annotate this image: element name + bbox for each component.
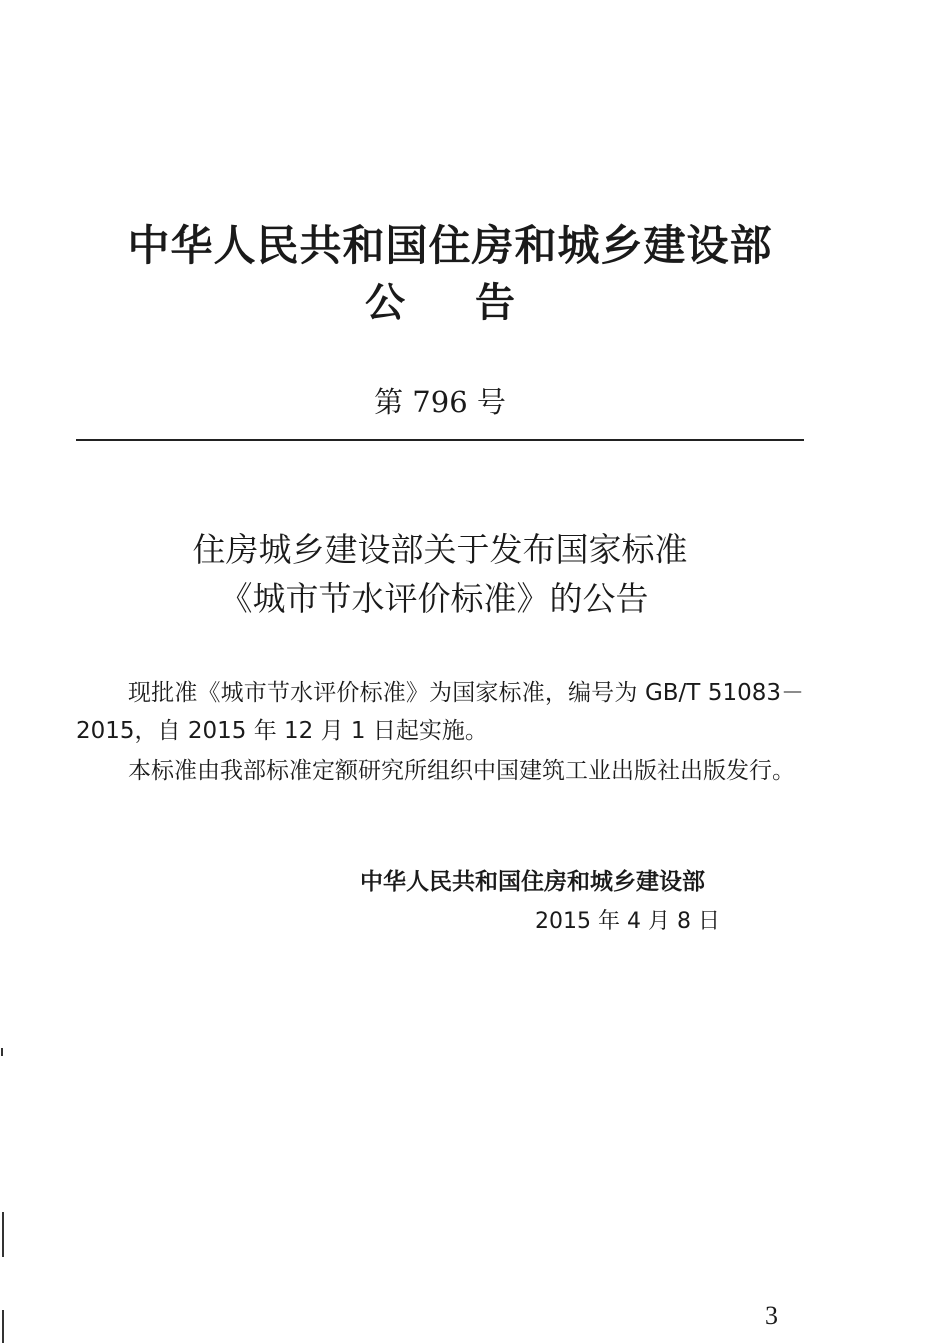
scan-edge-mark: [1, 1048, 3, 1056]
body-paragraph-approval: 现批准《城市节水评价标准》为国家标准，编号为 GB/T 51083－2015，自 2015 年 12 月 1 日起实施。: [76, 680, 804, 744]
body-paragraph-publication: 本标准由我部标准定额研究所组织中国建筑工业出版社出版发行。: [128, 758, 795, 784]
page-number: 3: [765, 1301, 778, 1330]
announcement-number: 第 796 号: [374, 385, 506, 419]
scan-edge-mark: [2, 1310, 4, 1343]
document-heading-line-2: 《城市节水评价标准》的公告: [219, 579, 649, 618]
ministry-title: 中华人民共和国住房和城乡建设部: [127, 221, 773, 270]
signature-date: 2015 年 4 月 8 日: [535, 909, 720, 934]
header-divider: [76, 439, 804, 441]
scan-edge-mark: [2, 1212, 4, 1257]
announcement-label: 公告: [365, 280, 585, 326]
signature-organization: 中华人民共和国住房和城乡建设部: [360, 869, 705, 895]
document-heading-line-1: 住房城乡建设部关于发布国家标准: [192, 530, 688, 569]
